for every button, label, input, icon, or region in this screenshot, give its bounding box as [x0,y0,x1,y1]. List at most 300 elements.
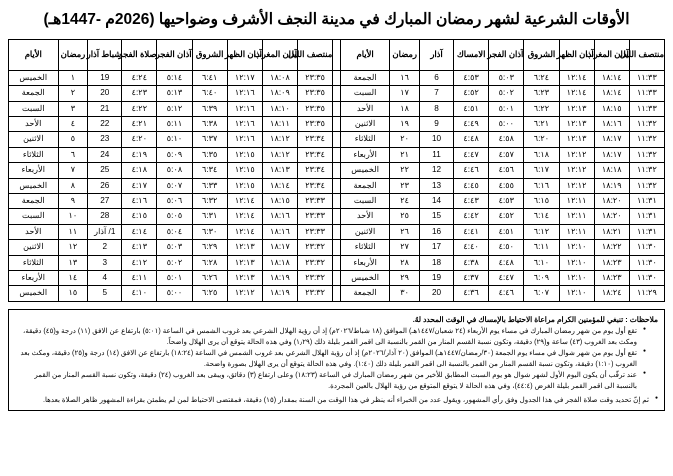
cell-midnight-left: ١١:٢٩ [629,286,664,301]
cell-midnight-left: ١١:٣١ [629,194,664,209]
cell-midnight-right: ٢٣:٣٥ [298,101,333,116]
cell-gregorian-left: 12 [420,163,454,178]
cell-gregorian-left: 10 [420,132,454,147]
cell-maghrib-left: ١٨:٢٢ [594,240,629,255]
cell-fajr-adhan-left: ٤:٤٦ [489,286,524,301]
cell-gregorian-right: 3 [88,255,122,270]
table-row [9,224,665,239]
cell-fajr-prayer-right: ٤:١٩ [122,147,157,162]
cell-ramadan-left: ٢٥ [390,209,420,224]
cell-ramadan-right: ٧ [58,163,88,178]
cell-maghrib-right: ١٨:١٣ [262,163,297,178]
header-sunrise-left: الشروق [524,39,559,70]
cell-midnight-left: ١١:٣٠ [629,255,664,270]
cell-midnight-left: ١١:٣٠ [629,271,664,286]
cell-midnight-right: ٢٣:٣٢ [298,255,333,270]
cell-day-right: الأحد [9,224,59,239]
table-row [9,240,665,255]
cell-maghrib-right: ١٨:١٤ [262,178,297,193]
cell-fajr-prayer-right: ٤:٢٢ [122,101,157,116]
cell-dhuhr-right: ١٢:١٥ [227,178,262,193]
cell-midnight-right: ٢٣:٣٢ [298,240,333,255]
cell-ramadan-left: ٢٧ [390,240,420,255]
cell-dhuhr-right: ١٢:١٢ [227,286,262,301]
cell-fajr-adhan-right: ٥:٠٦ [157,194,192,209]
cell-midnight-left: ١١:٣٣ [629,86,664,101]
cell-day-right: الأربعاء [9,271,59,286]
cell-day-right: الخميس [9,70,59,85]
header-ramadan-right: رمضان [58,39,88,70]
cell-dhuhr-left: ١٢:١٠ [559,255,594,270]
cell-ramadan-left: ٢٦ [390,224,420,239]
cell-ramadan-left: ٢٠ [390,132,420,147]
column-divider [333,209,341,224]
cell-day-left: الأربعاء [340,147,389,162]
cell-ramadan-right: ٥ [58,132,88,147]
cell-maghrib-right: ١٨:١٢ [262,147,297,162]
cell-ramadan-left: ٢٨ [390,255,420,270]
cell-sunrise-left: ٦:٠٧ [524,286,559,301]
table-row [9,132,665,147]
cell-midnight-right: ٢٣:٣٤ [298,178,333,193]
column-divider [333,147,341,162]
cell-fajr-adhan-right: ٥:١٠ [157,132,192,147]
header-sunrise-right: الشروق [192,39,227,70]
cell-midnight-right: ٢٣:٣٢ [298,271,333,286]
cell-dhuhr-left: ١٢:١٤ [559,70,594,85]
cell-ramadan-left: ١٧ [390,86,420,101]
cell-ramadan-right: ٣ [58,101,88,116]
cell-fajr-adhan-right: ٥:٠٤ [157,224,192,239]
cell-gregorian-right: 1/ آذار [88,224,122,239]
cell-midnight-right: ٢٣:٣٣ [298,224,333,239]
cell-ramadan-right: ١١ [58,224,88,239]
cell-ramadan-right: ١٢ [58,240,88,255]
header-dhuhr-left: آذان الظهر [559,39,594,70]
cell-ramadan-left: ١٦ [390,70,420,85]
cell-gregorian-left: 16 [420,224,454,239]
cell-fajr-adhan-right: ٥:٠٨ [157,163,192,178]
cell-imsak-left: ٤:٣٦ [454,286,489,301]
cell-gregorian-right: 27 [88,194,122,209]
cell-maghrib-right: ١٨:١٩ [262,271,297,286]
note-item: ● تقع أول يوم من شهر رمضان المبارك في مساء يوم الأربعاء (٢٤ شعبان/١٤٤٧هـ) الموافق (١٨ شباط/٢٠٢٦م) إذ أن رؤية الهلال الشرعي بعد غروب الشمس في الساعة (٥:٠١) بارتفاع عن الافق (١١) درجة و(٤٥) دقيقة، ومكث بعد الغروب (٤٣) ساعة و(٢٩) دقيقة، وتكون نسبة القسم المنار من القمر بالنسبة الى اقمر القمر بليلة ذلك (١٫٢٩) وفي هذه الحالة يتوقع أن يرى الهلال واضحاً. [15,326,646,347]
cell-sunrise-right: ٦:٣٨ [192,117,227,132]
cell-day-right: الثلاثاء [9,147,59,162]
cell-gregorian-left: 6 [420,70,454,85]
cell-sunrise-right: ٦:٣٠ [192,224,227,239]
cell-ramadan-right: ٩ [58,194,88,209]
cell-midnight-right: ٢٣:٣٤ [298,132,333,147]
cell-maghrib-left: ١٨:١٨ [594,163,629,178]
cell-ramadan-right: ١٥ [58,286,88,301]
column-divider [333,286,341,301]
cell-imsak-left: ٤:٤١ [454,224,489,239]
cell-fajr-adhan-right: ٥:٠٠ [157,286,192,301]
cell-day-left: الأحد [340,101,389,116]
cell-sunrise-right: ٦:٤١ [192,70,227,85]
cell-dhuhr-right: ١٢:١٣ [227,271,262,286]
cell-gregorian-right: 20 [88,86,122,101]
cell-day-right: الاثنين [9,132,59,147]
cell-fajr-prayer-right: ٤:١١ [122,271,157,286]
cell-dhuhr-right: ١٢:١٦ [227,86,262,101]
cell-sunrise-left: ٦:١٢ [524,224,559,239]
cell-sunrise-left: ٦:٠٩ [524,271,559,286]
cell-sunrise-left: ٦:٢٤ [524,70,559,85]
cell-imsak-left: ٤:٤٢ [454,209,489,224]
cell-midnight-left: ١١:٣٢ [629,178,664,193]
cell-day-left: الجمعة [340,178,389,193]
cell-fajr-adhan-left: ٥:٠٠ [489,117,524,132]
cell-day-left: السبت [340,194,389,209]
cell-gregorian-right: 5 [88,286,122,301]
cell-fajr-adhan-right: ٥:٠٩ [157,147,192,162]
cell-ramadan-right: ١٤ [58,271,88,286]
cell-dhuhr-left: ١٢:١٢ [559,163,594,178]
header-ramadan-left: رمضان [390,39,420,70]
cell-dhuhr-left: ١٢:١٢ [559,178,594,193]
cell-dhuhr-right: ١٢:١٣ [227,240,262,255]
cell-dhuhr-right: ١٢:١٤ [227,194,262,209]
cell-maghrib-right: ١٨:١٦ [262,209,297,224]
cell-maghrib-left: ١٨:٢٤ [594,286,629,301]
table-body [9,70,665,301]
cell-fajr-prayer-right: ٤:٢٠ [122,132,157,147]
table-row [9,178,665,193]
table-header-row [9,39,665,70]
cell-fajr-adhan-right: ٥:٠١ [157,271,192,286]
header-midnight-right: منتصف الليل [298,39,333,70]
cell-fajr-prayer-right: ٤:١٤ [122,224,157,239]
cell-sunrise-left: ٦:١٠ [524,255,559,270]
cell-gregorian-left: 15 [420,209,454,224]
header-fajr-adhan-left: آذان الفجر [489,39,524,70]
cell-imsak-left: ٤:٤٩ [454,117,489,132]
cell-maghrib-left: ١٨:١٧ [594,132,629,147]
table-row [9,209,665,224]
cell-fajr-prayer-right: ٤:١٣ [122,240,157,255]
cell-day-right: الخميس [9,286,59,301]
cell-day-right: الجمعة [9,194,59,209]
cell-maghrib-left: ١٨:١٥ [594,101,629,116]
cell-maghrib-right: ١٨:١٨ [262,255,297,270]
cell-midnight-left: ١١:٣٢ [629,163,664,178]
cell-ramadan-left: ٢٤ [390,194,420,209]
header-midnight-left: منتصف الليل [629,39,664,70]
cell-sunrise-right: ٦:٣٧ [192,132,227,147]
cell-fajr-adhan-right: ٥:١٣ [157,86,192,101]
cell-day-left: الأربعاء [340,255,389,270]
table-row [9,70,665,85]
cell-midnight-right: ٢٣:٣٣ [298,209,333,224]
cell-gregorian-left: 8 [420,101,454,116]
cell-sunrise-right: ٦:٤٠ [192,86,227,101]
cell-maghrib-right: ١٨:١٢ [262,132,297,147]
cell-gregorian-left: 19 [420,271,454,286]
cell-fajr-prayer-right: ٤:١٦ [122,194,157,209]
cell-dhuhr-right: ١٢:١٧ [227,70,262,85]
table-row [9,86,665,101]
cell-gregorian-right: 22 [88,117,122,132]
cell-sunrise-left: ٦:٢٣ [524,86,559,101]
header-imsak-left: الامساك [454,39,489,70]
cell-day-left: الاثنين [340,117,389,132]
cell-sunrise-right: ٦:٣١ [192,209,227,224]
cell-fajr-prayer-right: ٤:١٠ [122,286,157,301]
cell-day-left: الاثنين [340,224,389,239]
cell-day-right: الخميس [9,178,59,193]
cell-gregorian-right: 4 [88,271,122,286]
note-item: ● تقع أول يوم من شهر شوال في مساء يوم الجمعة (٣٠/رمضان/١٤٤٧هـ) الموافق (٢٠ آذار/٢٠٢٦م) إذ أن رؤية الهلال الشرعي بعد غروب الشمس في الساعة (١٨:٢٤) بارتفاع عن الافق (١٤) درجة و(٢٥) دقيقة، ومكث بعد الغروب (١:١٠) دقيقة، وتكون نسبة القسم المنار من القمر بالنسبة الى اقمر القمر بليلة ذلك (١:٤٠). وفي هذه الحالة يتوقع أن يرى الهلال بصورة واضحة. [15,348,646,369]
cell-maghrib-right: ١٨:١٩ [262,286,297,301]
cell-dhuhr-left: ١٢:١٠ [559,271,594,286]
column-divider [333,39,341,70]
column-divider [333,194,341,209]
cell-gregorian-left: 18 [420,255,454,270]
column-divider [333,178,341,193]
cell-maghrib-right: ١٨:١٦ [262,224,297,239]
cell-dhuhr-left: ١٢:١٣ [559,117,594,132]
cell-day-right: الاثنين [9,240,59,255]
cell-ramadan-right: ٦ [58,147,88,162]
cell-fajr-prayer-right: ٤:١٧ [122,178,157,193]
cell-sunrise-left: ٦:١٧ [524,163,559,178]
column-divider [333,70,341,85]
table-row [9,163,665,178]
cell-ramadan-right: ١٣ [58,255,88,270]
cell-dhuhr-left: ١٢:١٠ [559,240,594,255]
header-maghrib-left: آذان المغرب [594,39,629,70]
cell-maghrib-right: ١٨:٠٩ [262,86,297,101]
cell-sunrise-right: ٦:٣٩ [192,101,227,116]
cell-fajr-adhan-left: ٤:٥٨ [489,132,524,147]
cell-imsak-left: ٤:٣٧ [454,271,489,286]
cell-maghrib-left: ١٨:١٩ [594,178,629,193]
cell-ramadan-right: ٨ [58,178,88,193]
cell-fajr-prayer-right: ٤:٢١ [122,117,157,132]
cell-ramadan-left: ٢٣ [390,178,420,193]
cell-gregorian-right: 26 [88,178,122,193]
cell-day-left: الثلاثاء [340,132,389,147]
header-gregorian-left: آذار [420,39,454,70]
cell-day-left: الجمعة [340,70,389,85]
cell-gregorian-left: 13 [420,178,454,193]
cell-midnight-left: ١١:٣٢ [629,132,664,147]
cell-day-right: الأربعاء [9,163,59,178]
cell-midnight-left: ١١:٣٣ [629,70,664,85]
cell-dhuhr-right: ١٢:١٣ [227,255,262,270]
cell-sunrise-right: ٦:٣٢ [192,194,227,209]
cell-dhuhr-left: ١٢:١٣ [559,132,594,147]
table-row [9,255,665,270]
cell-fajr-adhan-right: ٥:١١ [157,117,192,132]
cell-dhuhr-right: ١٢:١٥ [227,163,262,178]
cell-gregorian-right: 24 [88,147,122,162]
cell-dhuhr-right: ١٢:١٥ [227,147,262,162]
cell-fajr-adhan-left: ٤:٥٠ [489,240,524,255]
cell-ramadan-right: ٤ [58,117,88,132]
header-dhuhr-right: آذان الظهر [227,39,262,70]
cell-imsak-left: ٤:٤٨ [454,132,489,147]
cell-gregorian-left: 9 [420,117,454,132]
cell-maghrib-right: ١٨:٠٨ [262,70,297,85]
cell-gregorian-left: 11 [420,147,454,162]
cell-gregorian-left: 20 [420,286,454,301]
cell-midnight-right: ٢٣:٣٢ [298,286,333,301]
cell-fajr-adhan-left: ٥:٠١ [489,101,524,116]
cell-imsak-left: ٤:٤٥ [454,178,489,193]
cell-dhuhr-right: ١٢:١٤ [227,224,262,239]
cell-dhuhr-left: ١٢:١٤ [559,86,594,101]
cell-fajr-adhan-right: ٥:٠٥ [157,209,192,224]
cell-fajr-adhan-left: ٥:٠٣ [489,70,524,85]
cell-midnight-left: ١١:٣٢ [629,147,664,162]
column-divider [333,240,341,255]
cell-midnight-right: ٢٣:٣٥ [298,70,333,85]
cell-maghrib-left: ١٨:٢٣ [594,255,629,270]
cell-imsak-left: ٤:٤٣ [454,194,489,209]
cell-gregorian-left: 7 [420,86,454,101]
cell-fajr-adhan-left: ٤:٥٣ [489,194,524,209]
cell-sunrise-left: ٦:١٤ [524,209,559,224]
cell-fajr-prayer-right: ٤:١٢ [122,255,157,270]
cell-gregorian-left: 17 [420,240,454,255]
cell-midnight-right: ٢٣:٣٣ [298,194,333,209]
column-divider [333,271,341,286]
cell-midnight-right: ٢٣:٣٤ [298,147,333,162]
cell-imsak-left: ٤:٥٣ [454,70,489,85]
cell-gregorian-right: 19 [88,70,122,85]
cell-dhuhr-left: ١٢:١١ [559,194,594,209]
cell-maghrib-left: ١٨:١٧ [594,147,629,162]
cell-fajr-prayer-right: ٤:١٨ [122,163,157,178]
cell-fajr-prayer-right: ٤:١٥ [122,209,157,224]
cell-imsak-left: ٤:٣٨ [454,255,489,270]
cell-fajr-adhan-right: ٥:٠٧ [157,178,192,193]
cell-midnight-right: ٢٣:٣٥ [298,117,333,132]
cell-sunrise-left: ٦:١٥ [524,194,559,209]
cell-gregorian-right: 23 [88,132,122,147]
cell-maghrib-left: ١٨:٢٠ [594,194,629,209]
cell-fajr-adhan-right: ٥:١٢ [157,101,192,116]
cell-sunrise-left: ٦:٢٠ [524,132,559,147]
cell-maghrib-right: ١٨:١٠ [262,101,297,116]
table-row [9,194,665,209]
table-row [9,147,665,162]
cell-dhuhr-left: ١٢:١٣ [559,101,594,116]
cell-fajr-adhan-left: ٤:٥٧ [489,147,524,162]
cell-sunrise-left: ٦:٢٢ [524,101,559,116]
cell-imsak-left: ٤:٤٧ [454,147,489,162]
cell-fajr-prayer-right: ٤:٢٣ [122,86,157,101]
cell-fajr-adhan-right: ٥:١٤ [157,70,192,85]
cell-sunrise-right: ٦:٣٥ [192,147,227,162]
notes-final: ● ثم إنّ تحديد وقت صلاة الفجر في هذا الجدول وفق رأي المشهور، ويقول عدد من الخبراء أنه ينظر في هذا الوقت من السنة بمقدار (١٥) دقيقة، فمقتضى الاحتياط لمن لم يطمئن بقراءة المشهور ظاهر الصلاة بعدها. [15,395,658,406]
cell-sunrise-right: ٦:٢٦ [192,271,227,286]
cell-maghrib-right: ١٨:١٥ [262,194,297,209]
column-divider [333,163,341,178]
cell-fajr-adhan-left: ٤:٥٦ [489,163,524,178]
table-header [9,39,665,70]
cell-fajr-adhan-left: ٤:٤٧ [489,271,524,286]
cell-sunrise-right: ٦:٢٨ [192,255,227,270]
column-divider [333,117,341,132]
header-day-right: الأيام [9,39,59,70]
cell-fajr-adhan-left: ٤:٥٢ [489,209,524,224]
cell-dhuhr-right: ١٢:١٦ [227,132,262,147]
cell-day-left: الأحد [340,209,389,224]
cell-fajr-adhan-left: ٤:٥٥ [489,178,524,193]
cell-day-right: الجمعة [9,86,59,101]
cell-gregorian-right: 25 [88,163,122,178]
cell-ramadan-left: ٣٠ [390,286,420,301]
header-maghrib-right: آذان المغرب [262,39,297,70]
cell-gregorian-left: 14 [420,194,454,209]
table-row [9,286,665,301]
cell-imsak-left: ٤:٥١ [454,101,489,116]
cell-imsak-left: ٤:٤٦ [454,163,489,178]
notes-list [15,326,658,392]
cell-day-right: الثلاثاء [9,255,59,270]
cell-day-left: الخميس [340,163,389,178]
cell-gregorian-right: 2 [88,240,122,255]
cell-sunrise-left: ٦:١٦ [524,178,559,193]
column-divider [333,132,341,147]
cell-sunrise-left: ٦:١٨ [524,147,559,162]
cell-sunrise-right: ٦:٢٥ [192,286,227,301]
cell-sunrise-right: ٦:٣٤ [192,163,227,178]
prayer-times-table [8,39,665,302]
cell-day-left: الجمعة [340,286,389,301]
cell-maghrib-left: ١٨:١٤ [594,86,629,101]
cell-dhuhr-left: ١٢:١٢ [559,147,594,162]
cell-maghrib-left: ١٨:٢٣ [594,271,629,286]
cell-day-right: الأحد [9,117,59,132]
cell-midnight-right: ٢٣:٣٤ [298,163,333,178]
cell-gregorian-right: 21 [88,101,122,116]
table-row [9,271,665,286]
cell-dhuhr-left: ١٢:١٠ [559,286,594,301]
header-fajr-prayer-right: صلاة الفجر [122,39,157,70]
cell-midnight-left: ١١:٣١ [629,224,664,239]
cell-midnight-right: ٢٣:٣٥ [298,86,333,101]
cell-dhuhr-right: ١٢:١٤ [227,209,262,224]
cell-fajr-adhan-right: ٥:٠٢ [157,255,192,270]
cell-fajr-adhan-left: ٥:٠٢ [489,86,524,101]
cell-imsak-left: ٤:٥٢ [454,86,489,101]
cell-sunrise-right: ٦:٣٣ [192,178,227,193]
cell-fajr-adhan-right: ٥:٠٣ [157,240,192,255]
header-gregorian-right: شباط آذار [88,39,122,70]
column-divider [333,101,341,116]
cell-maghrib-left: ١٨:١٤ [594,70,629,85]
cell-dhuhr-right: ١٢:١٦ [227,101,262,116]
cell-fajr-prayer-right: ٤:٢٤ [122,70,157,85]
cell-gregorian-right: 28 [88,209,122,224]
cell-ramadan-left: ٢٩ [390,271,420,286]
cell-dhuhr-right: ١٢:١٦ [227,117,262,132]
cell-day-right: السبت [9,101,59,116]
cell-midnight-left: ١١:٣١ [629,209,664,224]
cell-ramadan-right: ٢ [58,86,88,101]
cell-sunrise-right: ٦:٢٩ [192,240,227,255]
header-day-left: الأيام [340,39,389,70]
cell-ramadan-right: ١٠ [58,209,88,224]
cell-dhuhr-left: ١٢:١١ [559,209,594,224]
cell-maghrib-right: ١٨:١١ [262,117,297,132]
note-item: ● عند ترقّب أن يكون اليوم الأول لشهر شوال هو يوم السبت المطابق للأخير من شهر رمضان المبارك في الساعة (١٨:٢٣) وعلى ارتفاع (٣) دقائق، ويبقى بعد الغروب (٢٤) دقيقة، وتكون نسبة القسم المنار من القمر بالنسبة الى اقمر القمر بليلة الغرض (٤٤:٤)، وفي هذه الحالة لا يتوقع المتوقع من رؤية الهلال بالعين المجردة. [15,370,646,391]
